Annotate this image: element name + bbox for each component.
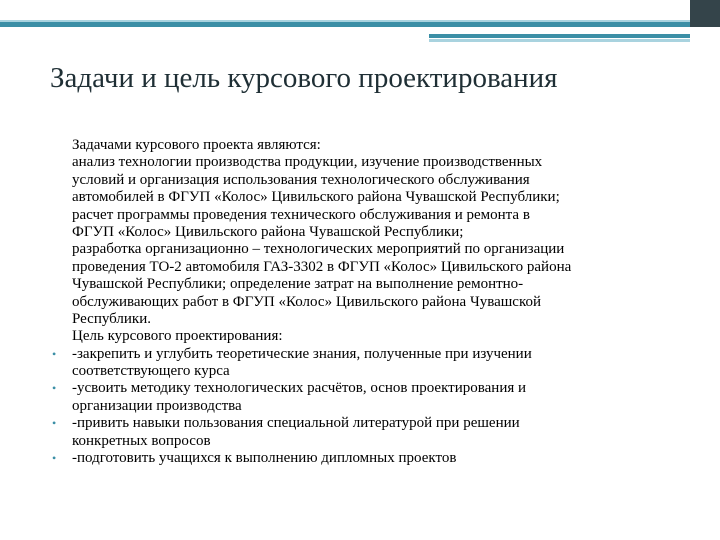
body-text-line — [0, 154, 720, 171]
line-text: -привить навыки пользования специальной литературой при решении — [72, 415, 520, 432]
line-text: разработка организационно – технологических мероприятий по организации — [72, 241, 565, 258]
body-text-line — [0, 189, 720, 206]
body-text-line — [0, 363, 720, 380]
bullet-icon: • — [52, 451, 57, 466]
line-text: Цель курсового проектирования: — [72, 328, 283, 345]
body-text-line — [0, 224, 720, 241]
body-text-line — [0, 398, 720, 415]
header-stripe-teal — [429, 34, 690, 38]
line-text: -подготовить учащихся к выполнению дипломных проектов — [72, 450, 457, 467]
body-text-line — [0, 241, 720, 258]
bullet-item — [0, 346, 720, 363]
header-stripe-light — [429, 39, 690, 42]
body-text-line — [0, 294, 720, 311]
slide-body — [0, 137, 720, 467]
line-text: ФГУП «Колос» Цивильского района Чувашской Республики; — [72, 223, 464, 240]
body-text-line — [0, 207, 720, 224]
body-text-line — [0, 259, 720, 276]
bullet-icon: • — [52, 346, 57, 361]
line-text: Задачами курсового проекта являются: — [72, 137, 321, 153]
bullet-icon: • — [52, 416, 57, 431]
body-text-line — [0, 433, 720, 450]
line-text: соответствующего курса — [72, 363, 230, 380]
body-text-line — [0, 276, 720, 293]
header-band-white — [0, 0, 690, 20]
body-text-line — [0, 137, 720, 154]
line-text: организации производства — [72, 397, 242, 414]
line-text: -закрепить и углубить теоретические знания, полученные при изучении — [72, 345, 532, 362]
bullet-item — [0, 415, 720, 432]
line-text: -усвоить методику технологических расчётов, основ проектирования и — [72, 380, 527, 397]
line-text: проведения ТО-2 автомобиля ГАЗ-3302 в ФГУП «Колос» Цивильского района — [72, 258, 572, 275]
body-text-line — [0, 172, 720, 189]
body-text-line — [0, 311, 720, 328]
line-text: Республики. — [72, 310, 151, 327]
line-text: конкретных вопросов — [72, 432, 211, 449]
bullet-item — [0, 380, 720, 397]
bullet-item — [0, 450, 720, 467]
line-text: расчет программы проведения технического обслуживания и ремонта в — [72, 206, 530, 223]
line-text: обслуживающих работ в ФГУП «Колос» Цивильского района Чувашской — [72, 293, 542, 310]
line-text: Чувашской Республики; определение затрат на выполнение ремонтно- — [72, 276, 524, 293]
bullet-icon: • — [52, 381, 57, 396]
slide-title: Задачи и цель курсового проектирования — [50, 62, 558, 94]
line-text: условий и организация использования технологического обслуживания — [72, 171, 530, 188]
line-text: автомобилей в ФГУП «Колос» Цивильского района Чувашской Республики; — [72, 189, 560, 206]
line-text: анализ технологии производства продукции, изучение производственных — [72, 154, 543, 171]
body-text-line — [0, 328, 720, 345]
